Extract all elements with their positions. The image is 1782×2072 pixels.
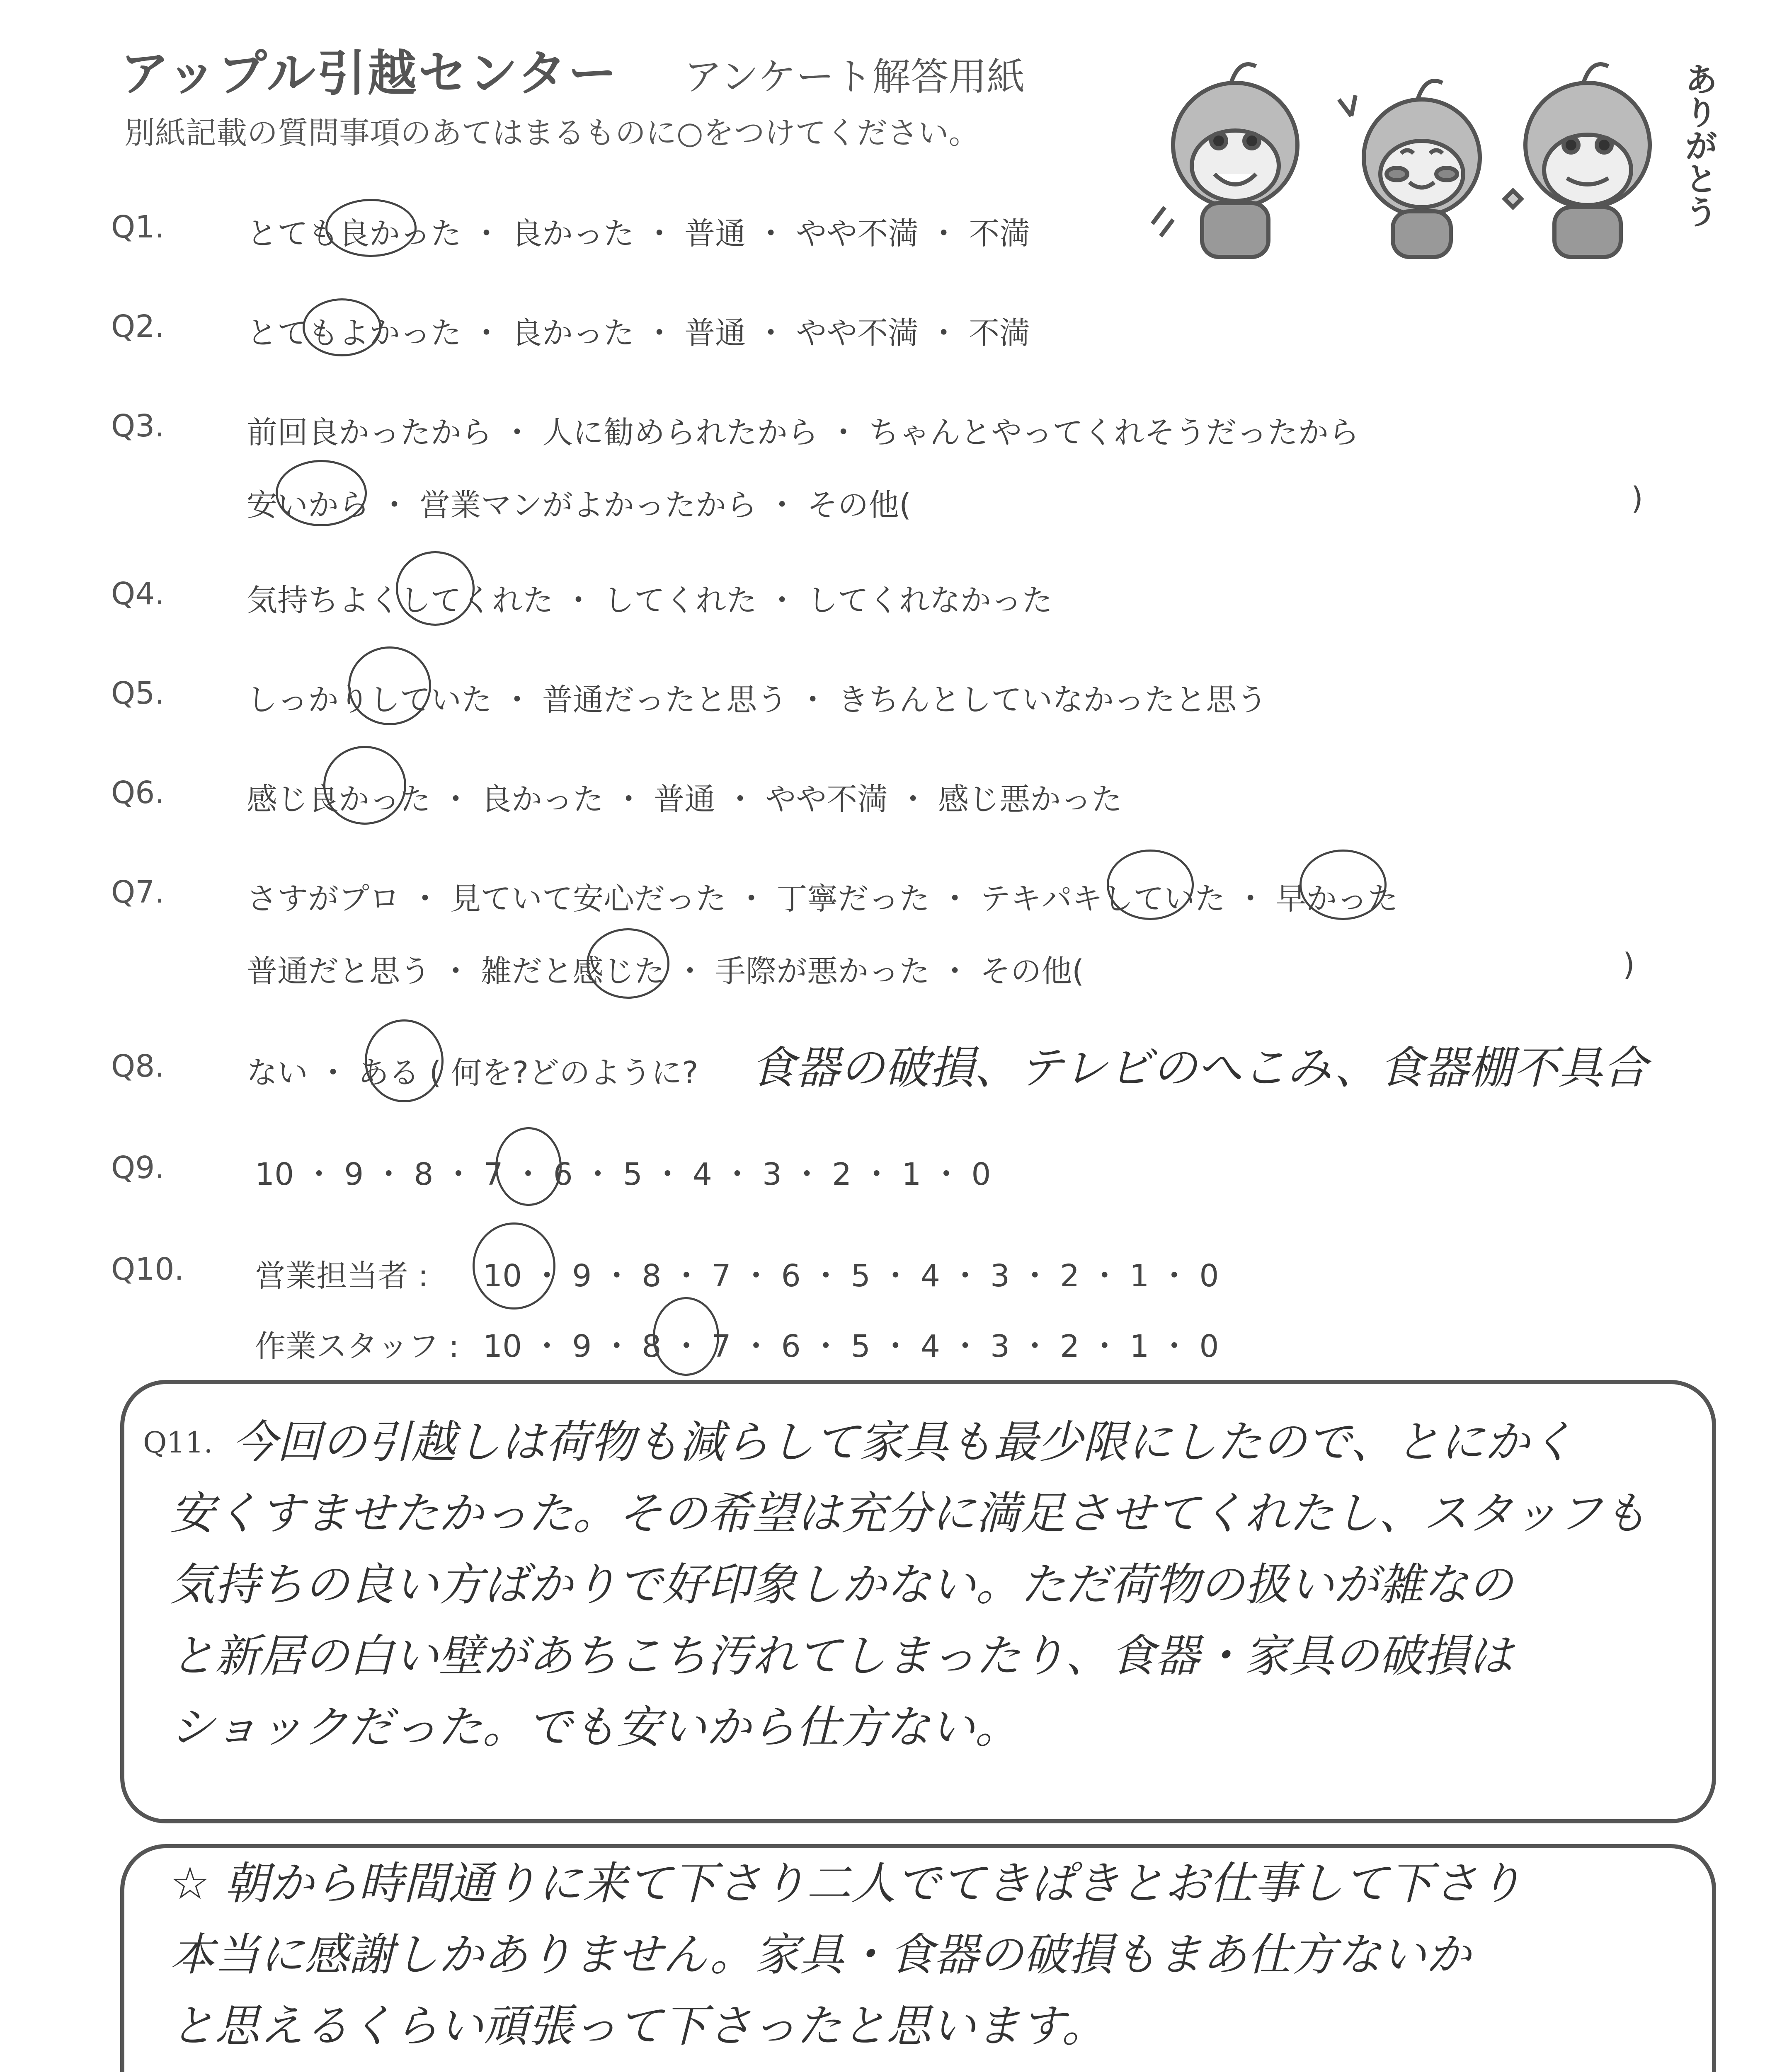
extra-line-3: と思えるくらい頑張って下さったと思います。 bbox=[170, 2000, 1107, 2052]
q7-label: Q7. bbox=[111, 874, 165, 910]
q11-line-5: ショックだった。でも安いから仕方ない。 bbox=[170, 1702, 1020, 1753]
q3-label: Q3. bbox=[111, 408, 165, 444]
q1-answer-circle bbox=[325, 199, 417, 257]
instruction-text: 別紙記載の質問事項のあてはまるものに○をつけてください。 bbox=[124, 115, 979, 151]
q10-sales-label: 営業担当者 : bbox=[255, 1258, 429, 1294]
q3-options-line1: 前回良かったから ・ 人に勧められたから ・ ちゃんとやってくれそうだったから bbox=[247, 415, 1360, 450]
q2-answer-circle bbox=[303, 298, 381, 356]
q9-label: Q9. bbox=[111, 1150, 165, 1186]
q11-line-4: と新居の白い壁があちこち汚れてしまったり、食器・家具の破損は bbox=[170, 1630, 1513, 1682]
extra-line-4 bbox=[195, 2062, 1493, 2072]
q9-scale: 10 ・ 9 ・ 8 ・ 7 ・ 6 ・ 5 ・ 4 ・ 3 ・ 2 ・ 1 ・ 0 bbox=[255, 1157, 991, 1192]
q2-label: Q2. bbox=[111, 309, 165, 344]
q8-handwritten-answer: 食器の破損、テレビのへこみ、食器棚不具合 bbox=[750, 1042, 1648, 1094]
extra-line-2: 本当に感謝しかありません。家具・食器の破損もまあ仕方ないか bbox=[170, 1929, 1471, 1981]
q10-sales-scale: 10 ・ 9 ・ 8 ・ 7 ・ 6 ・ 5 ・ 4 ・ 3 ・ 2 ・ 1 ・ 0 bbox=[483, 1258, 1219, 1294]
arigatou-text: ありがとう bbox=[1679, 62, 1718, 228]
q10-label: Q10. bbox=[111, 1251, 184, 1287]
q11-label: Q11. bbox=[143, 1426, 213, 1460]
q2-options: とてもよかった ・ 良かった ・ 普通 ・ やや不満 ・ 不満 bbox=[247, 315, 1030, 351]
q8-label: Q8. bbox=[111, 1048, 165, 1084]
q3-close-paren: ) bbox=[1631, 481, 1643, 516]
monkey-2-icon bbox=[1339, 81, 1480, 257]
q7-options-line1: さすがプロ ・ 見ていて安心だった ・ 丁寧だった ・ テキパキしていた ・ 早かった bbox=[247, 881, 1399, 917]
q5-label: Q5. bbox=[111, 675, 165, 711]
q8-answer-circle bbox=[365, 1019, 444, 1102]
q10-staff-answer-circle bbox=[653, 1297, 719, 1376]
q10-staff-label: 作業スタッフ : bbox=[255, 1329, 459, 1364]
q8-options: ない ・ ある ( 何を?どのように? bbox=[247, 1055, 698, 1091]
q4-options: 気持ちよくしてくれた ・ してくれた ・ してくれなかった bbox=[247, 583, 1053, 618]
q9-answer-circle bbox=[495, 1127, 562, 1206]
q7-options-line2: 普通だと思う ・ 雑だと感じた ・ 手際が悪かった ・ その他( bbox=[247, 954, 1084, 989]
q3-answer-circle bbox=[276, 460, 367, 526]
q7-close-paren: ) bbox=[1623, 947, 1635, 983]
q4-label: Q4. bbox=[111, 576, 165, 612]
q5-options: しっかりしていた ・ 普通だったと思う ・ きちんとしていなかったと思う bbox=[247, 682, 1268, 718]
q7-answer-circle-1 bbox=[1107, 850, 1194, 920]
q11-line-3: 気持ちの良い方ばかりで好印象しかない。ただ荷物の扱いが雑なの bbox=[170, 1559, 1513, 1611]
q6-label: Q6. bbox=[111, 775, 165, 811]
q11-line-2: 安くすませたかった。その希望は充分に満足させてくれたし、スタッフも bbox=[170, 1488, 1648, 1539]
q6-options: 感じ良かった ・ 良かった ・ 普通 ・ やや不満 ・ 感じ悪かった bbox=[247, 782, 1123, 817]
q6-answer-circle bbox=[323, 746, 406, 825]
company-title: アップル引越センター bbox=[120, 45, 619, 102]
monkey-mascot-icon bbox=[1148, 50, 1708, 265]
q7-answer-circle-3 bbox=[587, 928, 669, 999]
monkey-1-icon bbox=[1152, 64, 1297, 257]
monkey-3-icon bbox=[1505, 64, 1650, 257]
q5-answer-circle bbox=[348, 646, 431, 725]
q3-options-line2: 安いから ・ 営業マンがよかったから ・ その他( bbox=[247, 487, 911, 523]
q1-options: とても良かった ・ 良かった ・ 普通 ・ やや不満 ・ 不満 bbox=[247, 216, 1030, 252]
q4-answer-circle bbox=[396, 551, 475, 626]
q11-line-1: 今回の引越しは荷物も減らして家具も最少限にしたので、とにかく bbox=[232, 1416, 1574, 1468]
form-subtitle: アンケート解答用紙 bbox=[684, 55, 1025, 99]
q10-staff-scale: 10 ・ 9 ・ 8 ・ 7 ・ 6 ・ 5 ・ 4 ・ 3 ・ 2 ・ 1 ・ 0 bbox=[483, 1329, 1219, 1364]
extra-line-1: ☆ 朝から時間通りに来て下さり二人でてきぱきとお仕事して下さり bbox=[170, 1858, 1523, 1910]
q10-sales-answer-circle bbox=[473, 1222, 555, 1310]
q1-label: Q1. bbox=[111, 209, 165, 245]
q7-answer-circle-2 bbox=[1300, 850, 1387, 920]
